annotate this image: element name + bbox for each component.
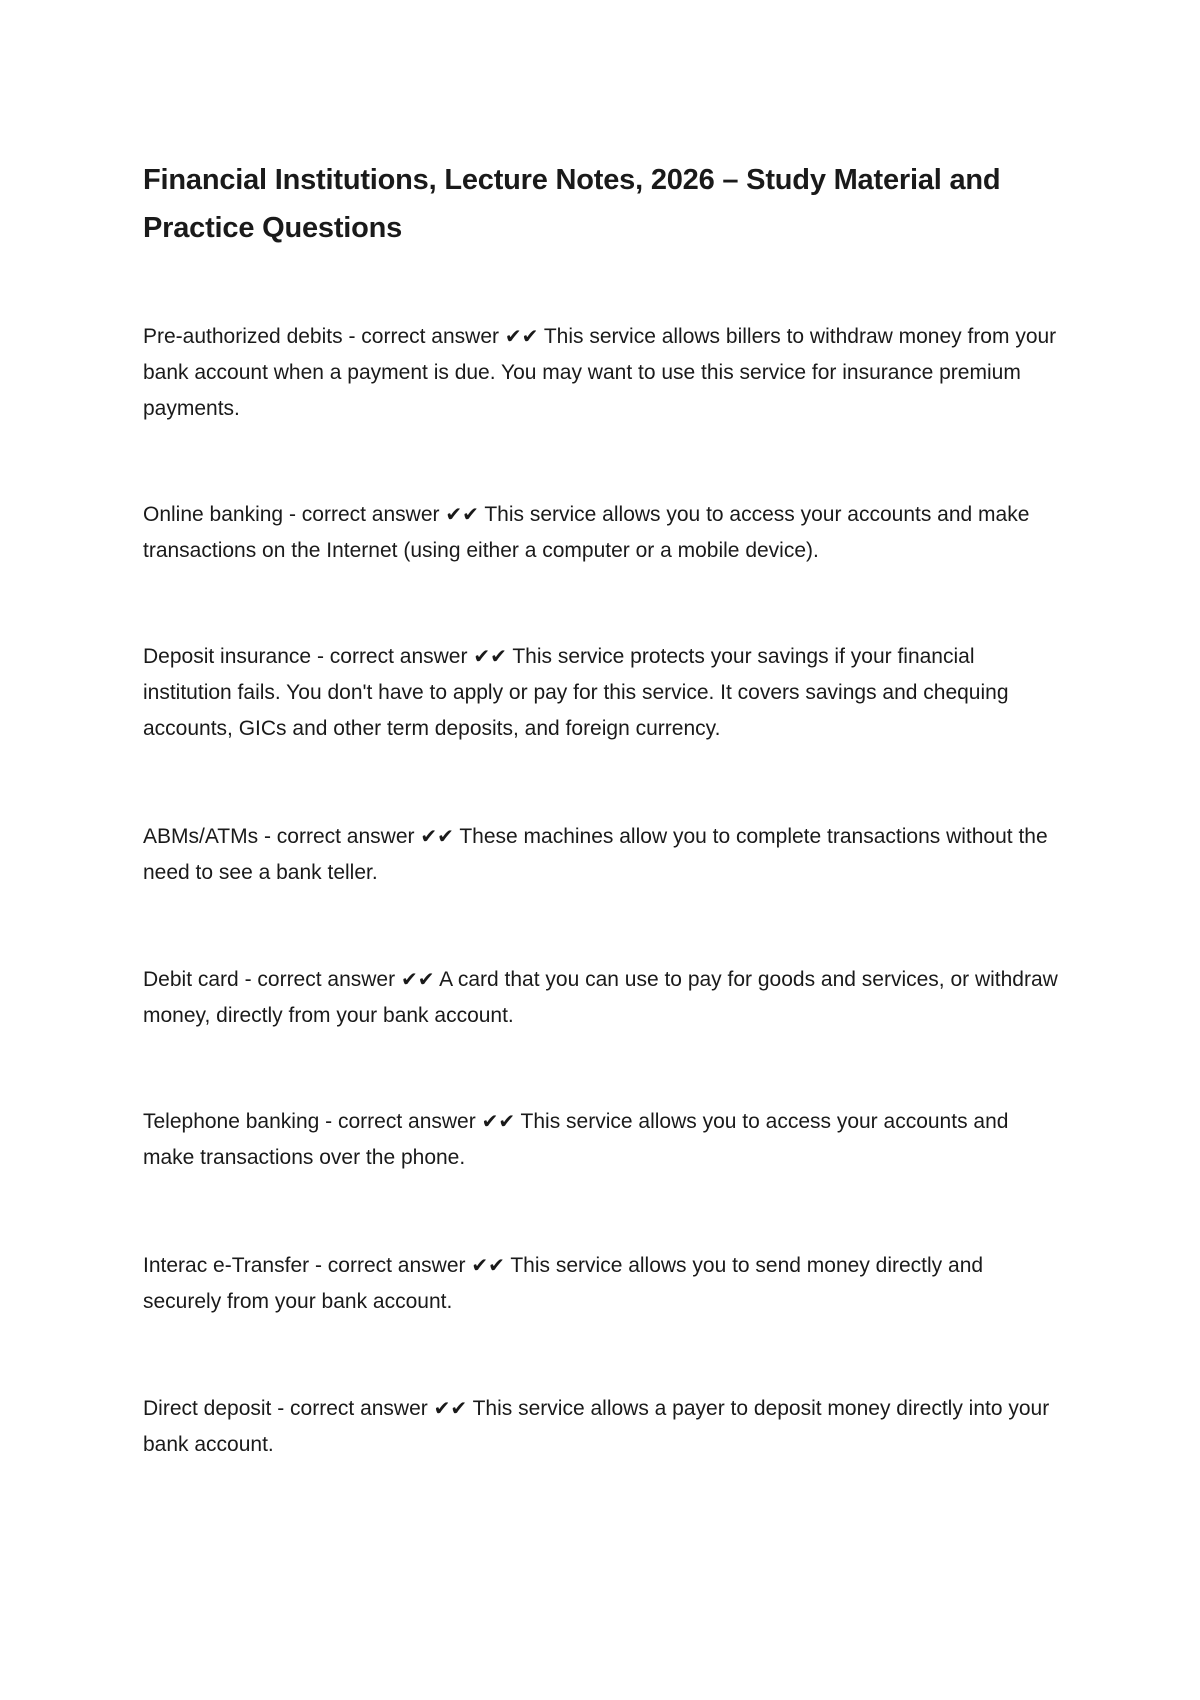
entry-marker: - correct answer	[325, 1110, 476, 1133]
qa-entry-abms-atms	[143, 818, 1063, 891]
entry-marker: - correct answer	[244, 968, 396, 991]
qa-entry-online-banking	[143, 496, 1063, 569]
entry-term: Interac e-Transfer	[143, 1254, 310, 1277]
entry-marker: - correct answer	[316, 645, 468, 668]
qa-entry-pre-authorized-debits	[143, 318, 1063, 427]
entry-definition: These machines allow you to complete transactions without the need to see a bank teller.	[143, 825, 1048, 884]
check-icon: ✔✔	[504, 324, 539, 348]
entry-definition: This service allows you to access your accounts and make transactions over the phone.	[143, 1110, 1009, 1169]
document-page	[143, 156, 1063, 1456]
entry-definition: This service allows you to access your accounts and make transactions on the Internet (using either a computer or a mobile device).	[143, 503, 1030, 562]
check-icon: ✔✔	[481, 1109, 516, 1133]
check-icon: ✔✔	[420, 824, 454, 848]
entry-term: Debit card	[143, 968, 239, 991]
document-title: Financial Institutions, Lecture Notes, 2026 – Study Material and Practice Questions	[143, 164, 1001, 244]
entry-term: Direct deposit	[143, 1397, 272, 1420]
qa-entry-interac-e-transfer	[143, 1247, 1063, 1320]
entry-definition: This service protects your savings if your financial institution fails. You don't have to apply or pay for this service. It covers savings and chequing accounts, GICs and other term deposits, and foreign currency.	[143, 645, 1009, 740]
check-icon: ✔✔	[445, 502, 479, 526]
entry-marker: - correct answer	[263, 825, 415, 848]
entry-marker: - correct answer	[288, 503, 440, 526]
qa-entry-deposit-insurance	[143, 638, 1063, 747]
qa-entry-direct-deposit	[143, 1390, 1063, 1463]
entry-marker: - correct answer	[277, 1397, 428, 1420]
entry-marker: - correct answer	[348, 325, 500, 348]
entry-definition: A card that you can use to pay for goods and services, or withdraw money, directly from your bank account.	[143, 968, 1058, 1027]
qa-entry-telephone-banking	[143, 1103, 1063, 1176]
check-icon: ✔✔	[473, 644, 507, 668]
entry-term: Pre-authorized debits	[143, 325, 343, 348]
check-icon: ✔✔	[471, 1253, 505, 1277]
entry-term: Telephone banking	[143, 1110, 320, 1133]
entry-term: ABMs/ATMs	[143, 825, 259, 848]
qa-entry-debit-card	[143, 961, 1063, 1034]
check-icon: ✔✔	[433, 1396, 468, 1420]
entry-marker: - correct answer	[314, 1254, 466, 1277]
entry-term: Deposit insurance	[143, 645, 312, 668]
check-icon: ✔✔	[400, 967, 435, 991]
entry-definition: This service allows you to send money directly and securely from your bank account.	[143, 1254, 984, 1313]
entry-term: Online banking	[143, 503, 284, 526]
entry-definition: This service allows billers to withdraw money from your bank account when a payment is due. You may want to use this service for insurance premium payments.	[143, 325, 1057, 420]
entry-definition: This service allows a payer to deposit money directly into your bank account.	[143, 1397, 1050, 1456]
